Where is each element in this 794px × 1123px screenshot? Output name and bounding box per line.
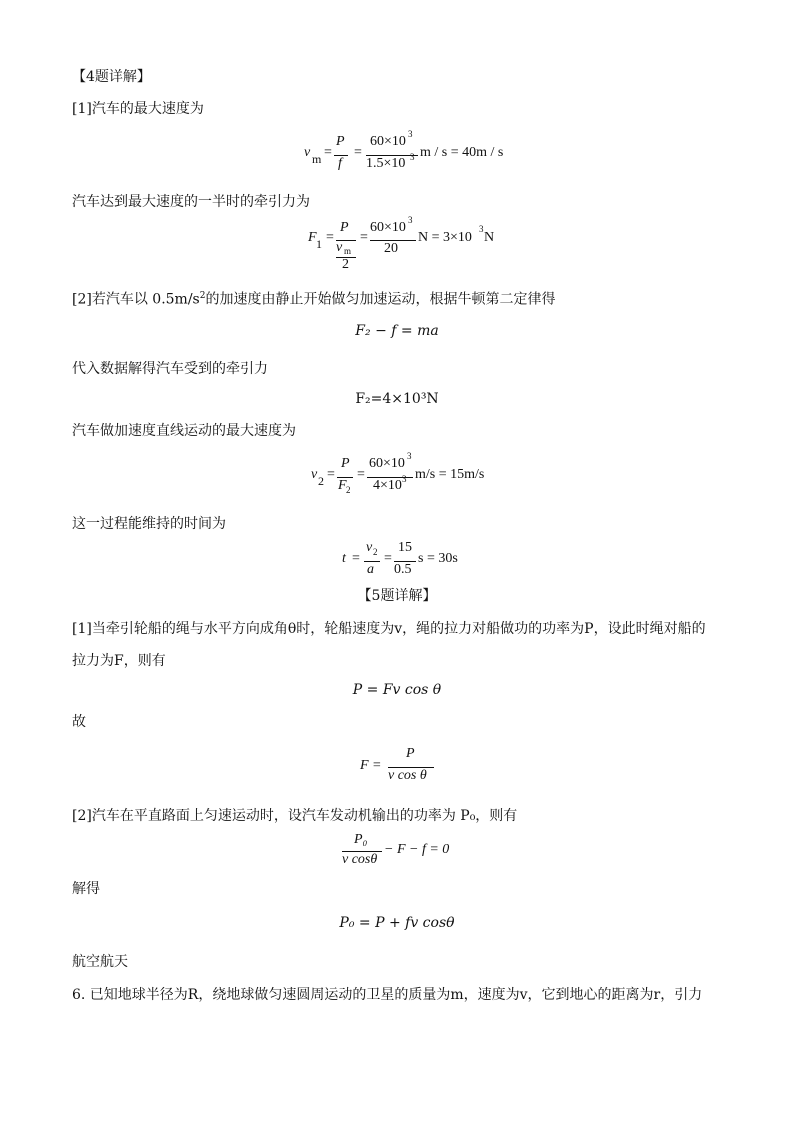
eq-unit: s = 30s: [418, 551, 458, 566]
q4-line-4: 代入数据解得汽车受到的牵引力: [72, 361, 268, 377]
q5-line-4: 解得: [72, 881, 100, 897]
eq-den: v cosθ: [342, 852, 378, 867]
eq-den: 1.5×10: [366, 156, 406, 171]
eq-unit: m/s = 15m/s: [415, 467, 485, 482]
eq-exp: 3: [408, 129, 413, 139]
equation-newton: F₂ − f = ma: [355, 323, 439, 339]
eq-exp: 3: [408, 215, 413, 225]
eq-sign: =: [360, 230, 368, 245]
eq-exp: 3: [410, 152, 415, 162]
eq-den: F: [338, 478, 347, 493]
heading-q5: 【5题详解】: [357, 588, 437, 604]
q4-line-5: 汽车做加速度直线运动的最大速度为: [72, 423, 296, 439]
eq-sign: =: [352, 551, 360, 566]
q4-line-3: [72, 286, 555, 310]
equation-duration: [342, 540, 462, 584]
eq-num: 60×10: [370, 134, 406, 149]
eq-sub: 2: [346, 485, 351, 495]
eq-tail: − F − f = 0: [384, 842, 450, 857]
eq-den: 0.5: [394, 562, 412, 577]
q6-line: 6. 已知地球半径为R，绕地球做匀速圆周运动的卫星的质量为m，速度为v，它到地心的距离为r，引力: [72, 987, 703, 1003]
eq-sign: =: [357, 467, 365, 482]
eq-var: v: [311, 467, 318, 482]
equation-power: P = Fv cos θ: [352, 682, 442, 698]
eq-num: P: [406, 746, 415, 761]
equation-half-speed-force: [308, 215, 508, 276]
eq-num: P: [336, 134, 345, 149]
q4-line-1: [1]汽车的最大速度为: [72, 101, 204, 117]
eq-sub: m: [344, 246, 352, 256]
eq-sign: =: [326, 230, 334, 245]
q5-line-2: 故: [72, 714, 86, 730]
q5-line-1b: 拉力为F，则有: [72, 653, 166, 669]
eq-den: a: [367, 562, 374, 577]
eq-num: v: [366, 540, 373, 555]
q5-line-1: [1]当牵引轮船的绳与水平方向成角θ时，轮船速度为v，绳的拉力对船做功的功率为P，设此时绳对船的: [72, 621, 706, 637]
eq-num: 60×10: [370, 220, 406, 235]
equation-accel-max-speed: [311, 451, 501, 500]
text: [2]若汽车以 0.5m/s: [72, 291, 200, 308]
eq-sub: m: [312, 152, 322, 166]
eq-unit: N: [484, 230, 495, 245]
q5-line-3: [2]汽车在平直路面上匀速运动时，设汽车发动机输出的功率为 P₀，则有: [72, 808, 518, 824]
eq-lhs: F =: [360, 758, 382, 773]
eq-sub: 1: [316, 237, 322, 251]
equation-max-speed: [304, 129, 524, 178]
eq-num: P: [341, 456, 350, 471]
eq-exp: 3: [402, 474, 407, 484]
equation-force: [360, 746, 450, 790]
eq-num: 15: [398, 540, 412, 555]
q4-line-6: 这一过程能维持的时间为: [72, 516, 226, 532]
eq-unit: m / s = 40m / s: [420, 145, 504, 160]
equation-traction: F₂=4×10³N: [355, 391, 439, 407]
eq-sign: =: [324, 145, 332, 160]
eq-exp: 3: [479, 224, 484, 234]
eq-exp: 3: [407, 451, 412, 461]
eq-den: v: [336, 240, 343, 255]
eq-den: 2: [342, 257, 349, 272]
eq-den: v cos θ: [388, 768, 427, 783]
heading-q4: 【4题详解】: [72, 69, 151, 85]
eq-var: t: [342, 551, 346, 566]
eq-num: P₀: [354, 832, 368, 847]
eq-den: f: [338, 156, 342, 171]
eq-sub: 2: [318, 474, 324, 488]
section-title: 航空航天: [72, 954, 128, 970]
eq-sign: =: [354, 145, 362, 160]
eq-var: v: [304, 145, 311, 160]
equation-result: P₀ = P + fv cosθ: [339, 915, 455, 931]
eq-var: F: [308, 230, 317, 245]
text: 的加速度由静止开始做匀加速运动，根据牛顿第二定律得: [205, 291, 556, 308]
equation-balance: [342, 832, 462, 872]
q4-line-2: 汽车达到最大速度的一半时的牵引力为: [72, 194, 310, 210]
eq-sign: =: [384, 551, 392, 566]
eq-num: P: [340, 220, 349, 235]
superscript: 2: [199, 291, 206, 301]
eq-unit: N = 3×10: [418, 230, 472, 245]
eq-den: 4×10: [373, 478, 402, 493]
eq-sign: =: [327, 467, 335, 482]
eq-num: 60×10: [369, 456, 405, 471]
eq-sub: 2: [373, 547, 378, 557]
eq-den: 20: [384, 241, 398, 256]
